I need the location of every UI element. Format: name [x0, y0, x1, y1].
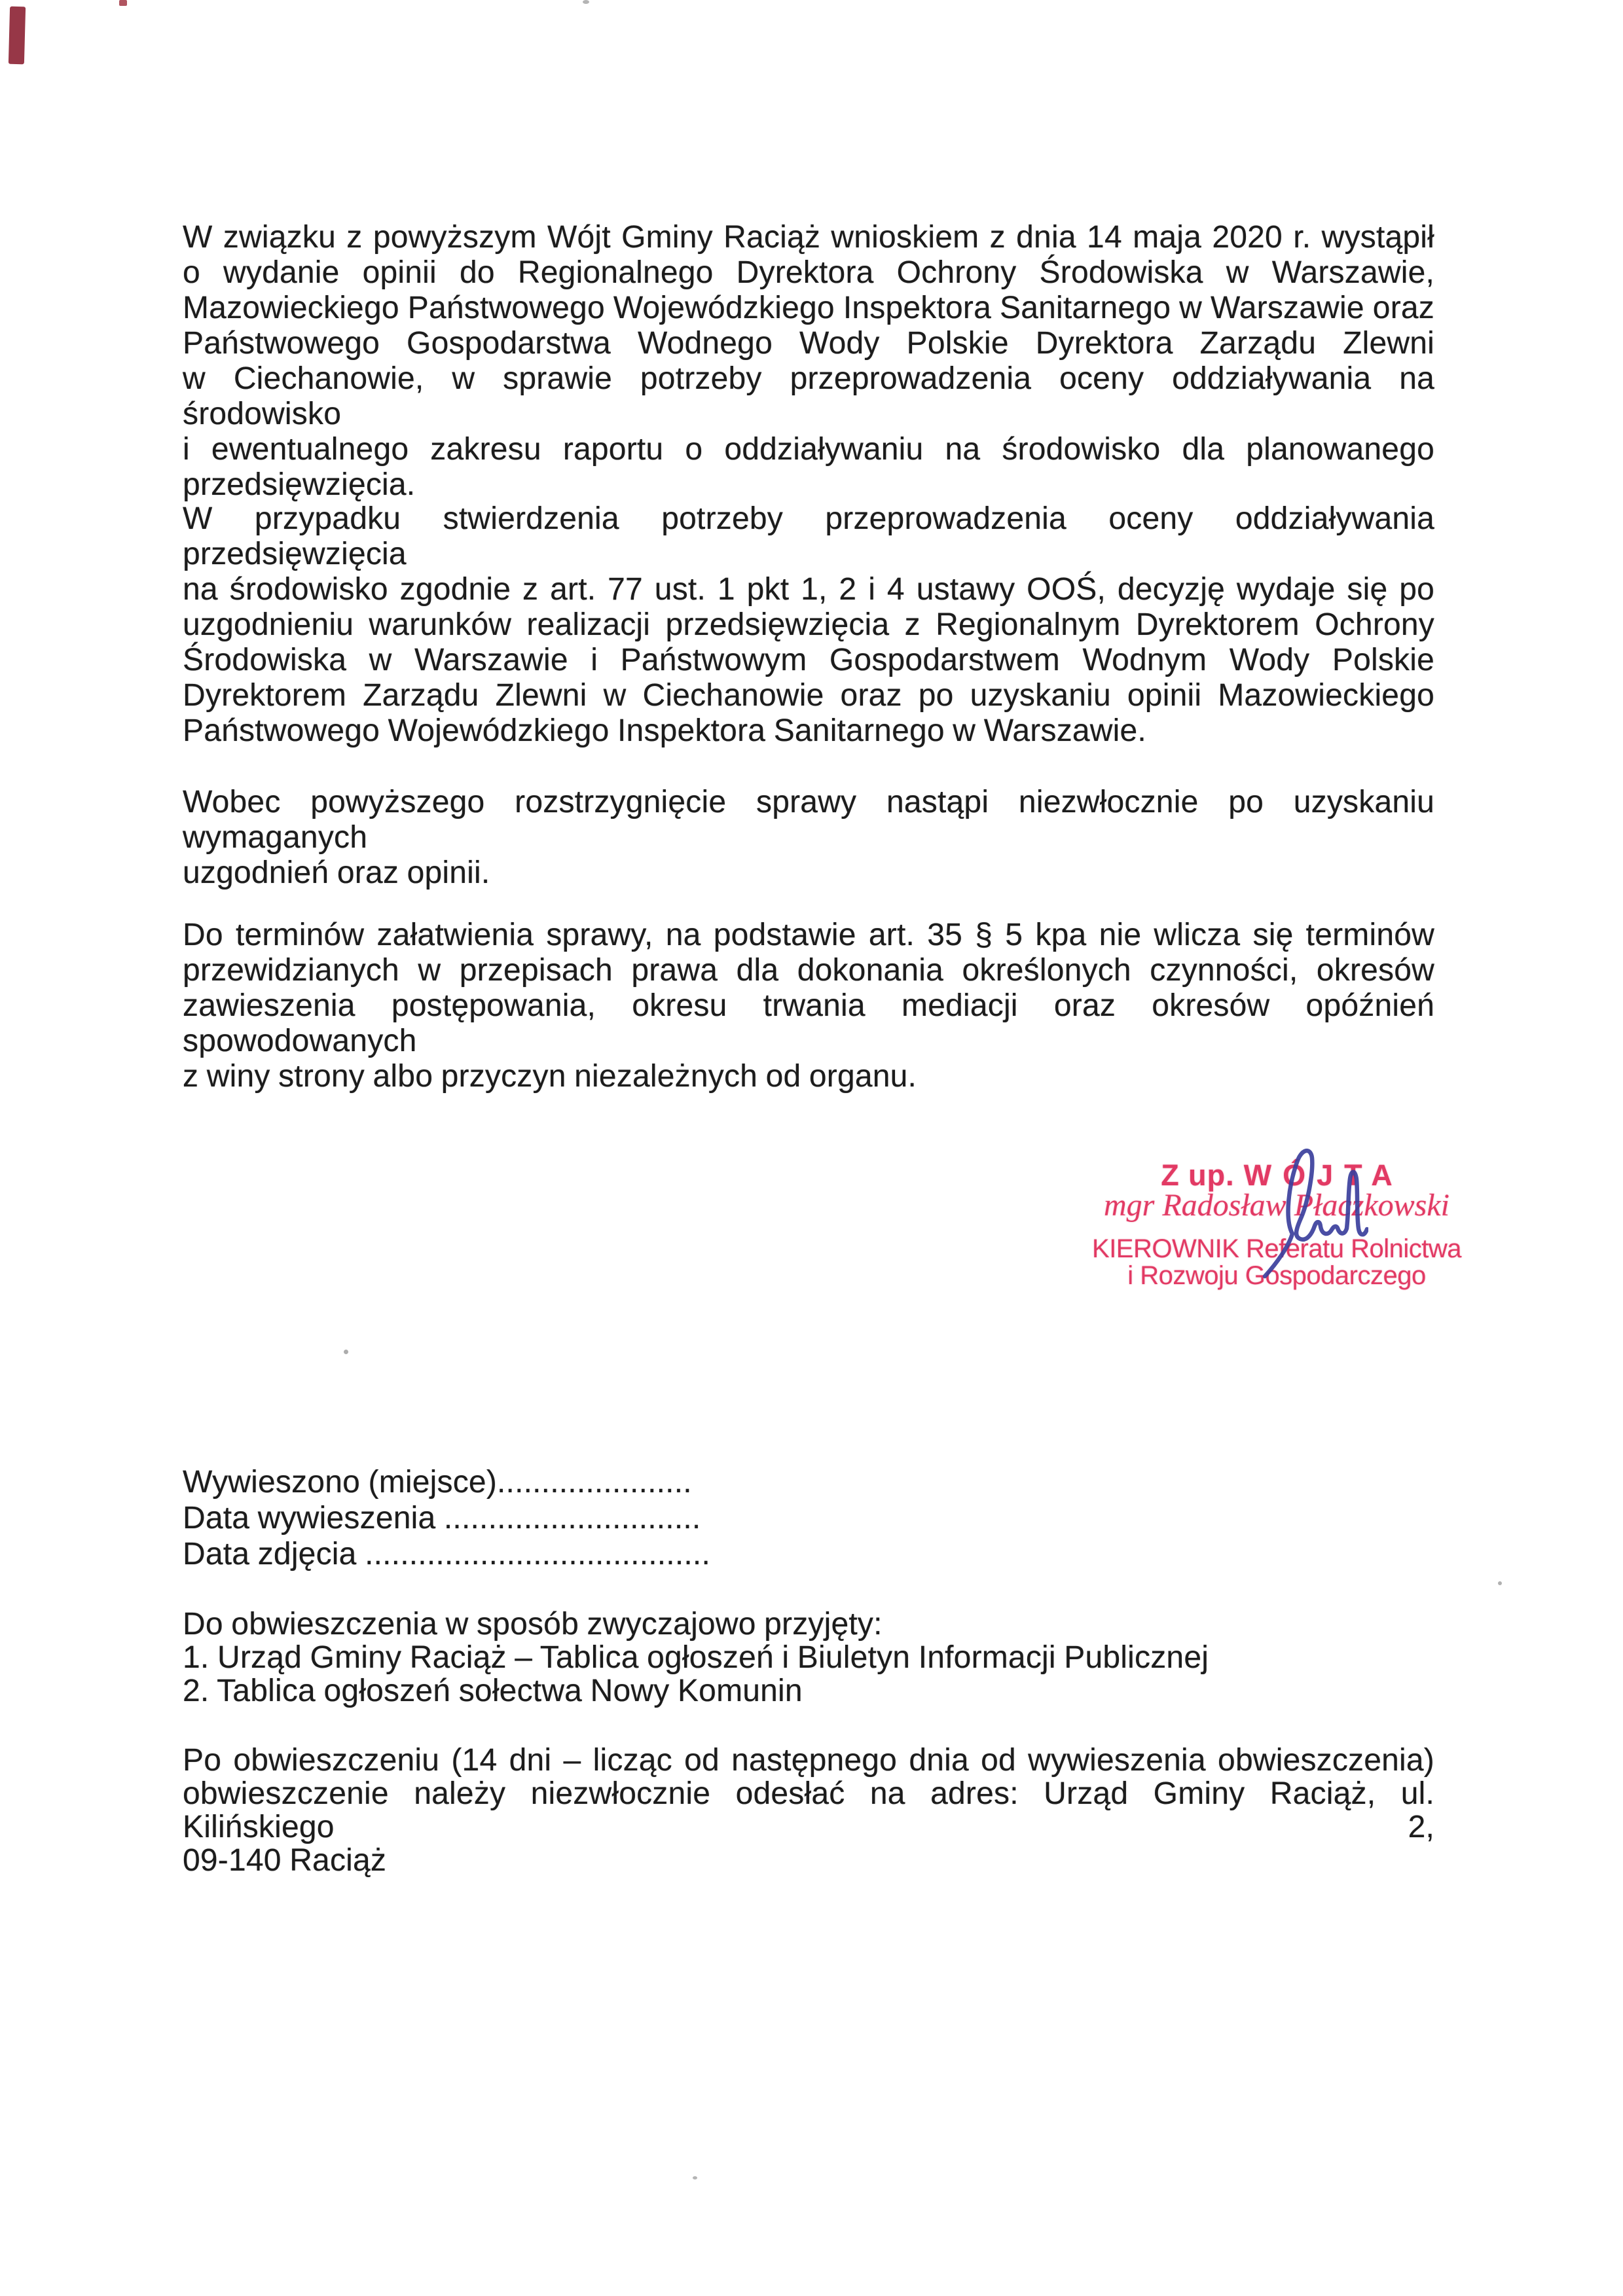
posting-place-line: Wywieszono (miejsce)...................... — [183, 1465, 692, 1499]
text-line: W związku z powyższym Wójt Gminy Raciąż wnioskiem z dnia 14 maja 2020 r. wystąpił — [183, 220, 1434, 255]
stamp-wojta-title: WÓJTA — [1243, 1158, 1404, 1192]
stamp-position-line-1: KIEROWNIK Referatu Rolnictwa — [1092, 1234, 1461, 1263]
announcement-distribution-block — [183, 1607, 1434, 1708]
stamp-on-behalf-text: Z up. — [1161, 1158, 1235, 1192]
text-line: Do terminów załatwienia sprawy, na podstawie art. 35 § 5 kpa nie wlicza się terminów — [183, 918, 1434, 952]
announcement-item: 1. Urząd Gminy Raciąż – Tablica ogłoszeń i Biuletyn Informacji Publicznej — [183, 1640, 1209, 1675]
text-line: przewidzianych w przepisach prawa dla dokonania określonych czynności, okresów — [183, 953, 1434, 988]
text-line: zawieszenia postępowania, okresu trwania mediacji oraz okresów opóźnień spowodowanych — [183, 988, 1434, 1058]
text-line: Państwowego Gospodarstwa Wodnego Wody Polskie Dyrektora Zarządu Zlewni — [183, 326, 1434, 361]
paragraph-request-for-opinions — [183, 220, 1434, 503]
text-line: na środowisko zgodnie z art. 77 ust. 1 pkt 1, 2 i 4 ustawy OOŚ, decyzję wydaje się po — [183, 572, 1434, 607]
text-line: i ewentualnego zakresu raportu o oddziaływaniu na środowisko dla planowanego — [183, 432, 1434, 467]
posting-date-line: Data wywieszenia ............................. — [183, 1501, 701, 1535]
stamp-position-line-2: i Rozwoju Gospodarczego — [1127, 1261, 1426, 1290]
paragraph-deadline-terms — [183, 918, 1434, 1094]
announcement-item: 2. Tablica ogłoszeń sołectwa Nowy Komunin — [183, 1674, 803, 1708]
text-line: uzgodnień oraz opinii. — [183, 855, 490, 890]
text-line: Dyrektorem Zarządu Zlewni w Ciechanowie oraz po uzyskaniu opinii Mazowieckiego — [183, 678, 1434, 713]
paragraph-assessment-procedure — [183, 501, 1434, 749]
text-line: Państwowego Wojewódzkiego Inspektora Sanitarnego w Warszawie. — [183, 713, 1146, 748]
removal-date-line: Data zdjęcia ....................................... — [183, 1537, 710, 1571]
text-line: o wydanie opinii do Regionalnego Dyrektora Ochrony Środowiska w Warszawie, — [183, 255, 1434, 290]
handwritten-signature — [1250, 1142, 1368, 1283]
text-line: z winy strony albo przyczyn niezależnych od organu. — [183, 1059, 917, 1094]
paragraph-resolution-notice — [183, 785, 1434, 891]
announcement-heading: Do obwieszczenia w sposób zwyczajowo przyjęty: — [183, 1607, 883, 1641]
return-instruction-paragraph — [183, 1744, 1434, 1877]
red-edge-tick — [119, 0, 127, 6]
text-line: Środowiska w Warszawie i Państwowym Gospodarstwem Wodnym Wody Polskie — [183, 643, 1434, 677]
scan-speck — [693, 2176, 697, 2179]
text-line: Mazowieckiego Państwowego Wojewódzkiego Inspektora Sanitarnego w Warszawie oraz — [183, 291, 1434, 325]
text-line: uzgodnieniu warunków realizacji przedsięwzięcia z Regionalnym Dyrektorem Ochrony — [183, 607, 1434, 642]
text-line: obwieszczenie należy niezwłocznie odesłać na adres: Urząd Gminy Raciąż, ul. Kilińskiego 2, — [183, 1776, 1434, 1844]
text-line: Wobec powyższego rozstrzygnięcie sprawy nastąpi niezwłocznie po uzyskaniu wymaganych — [183, 785, 1434, 855]
text-line: 09-140 Raciąż — [183, 1843, 387, 1878]
scan-speck — [344, 1350, 348, 1354]
posting-record-block — [183, 1464, 1434, 1572]
scan-speck — [583, 0, 589, 4]
scan-speck — [1498, 1581, 1502, 1585]
stamp-signatory-name: mgr Radosław Płaczkowski — [1104, 1188, 1450, 1223]
text-line: Po obwieszczeniu (14 dni – licząc od następnego dnia od wywieszenia obwieszczenia) — [183, 1743, 1434, 1778]
text-line: w Ciechanowie, w sprawie potrzeby przeprowadzenia oceny oddziaływania na środowisko — [183, 361, 1434, 431]
signature-stroke — [1265, 1151, 1367, 1276]
text-line: W przypadku stwierdzenia potrzeby przeprowadzenia oceny oddziaływania przedsięwzięcia — [183, 501, 1434, 571]
text-line: przedsięwzięcia. — [183, 467, 416, 502]
red-corner-ink-mark — [9, 7, 26, 65]
